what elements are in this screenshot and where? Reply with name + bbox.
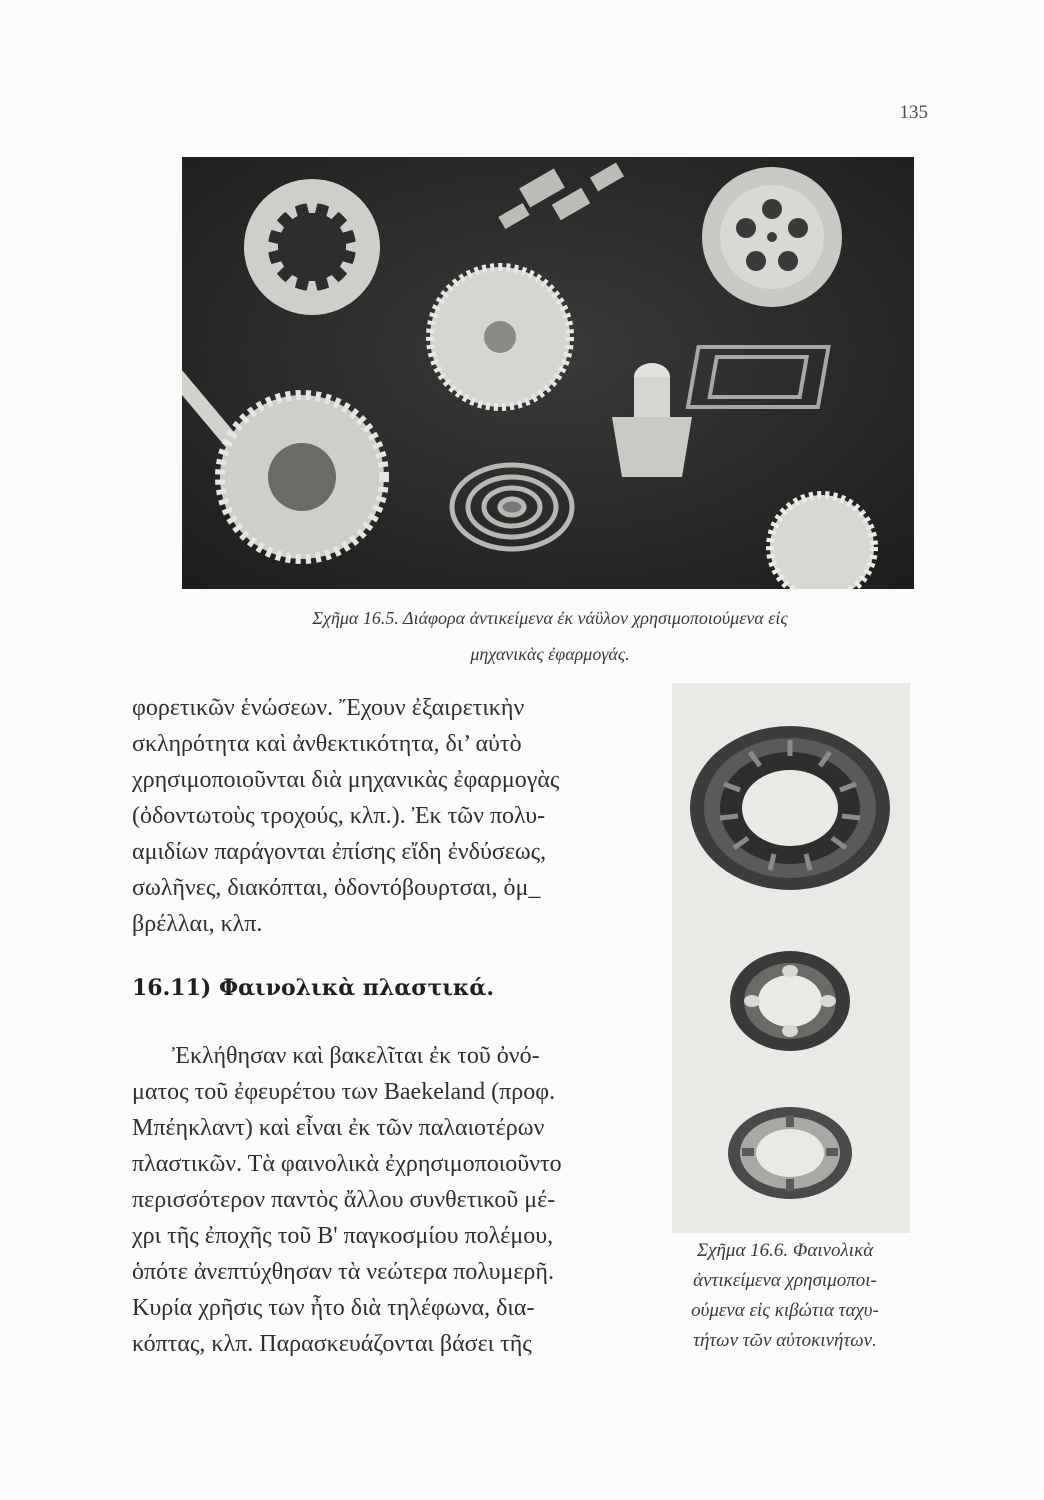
- page-number: 135: [899, 102, 928, 123]
- paragraph-nylon-uses: [132, 690, 642, 942]
- text-line: χρησιμοποιοῦνται διὰ μηχανικὰς ἐφαρμογὰς: [132, 767, 560, 793]
- caption-line: Σχῆμα 16.6. Φαινολικὰ: [696, 1240, 874, 1261]
- text-line: χρι τῆς ἐποχῆς τοῦ Β' παγκοσμίου πολέμου,: [132, 1223, 554, 1249]
- text-line: αμιδίων παράγονται ἐπίσης εἴδη ἐνδύσεως,: [132, 839, 547, 865]
- caption-line: ούμενα εἰς κιβώτια ταχυ-: [691, 1300, 879, 1321]
- text-line: σωλῆνες, διακόπται, ὀδοντόβουρτσαι, ὀμ_: [132, 875, 541, 901]
- text-line: φορετικῶν ἑνώσεων. Ἔχουν ἐξαιρετικὴν: [132, 695, 525, 721]
- medium-bearing-cage: [730, 951, 850, 1051]
- text-line: ὁπότε ἀνεπτύχθησαν τὰ νεώτερα πολυμερῆ.: [132, 1259, 554, 1285]
- small-bearing-cage: [728, 1107, 852, 1199]
- phenolic-parts-photo: [672, 683, 910, 1233]
- large-bearing-cage: [690, 726, 890, 890]
- text-line: (ὀδοντωτοὺς τροχούς, κλπ.). Ἐκ τῶν πολυ-: [132, 803, 546, 829]
- text-line: ματος τοῦ ἐφευρέτου των Baekeland (προφ.: [132, 1079, 556, 1105]
- text-line: περισσότερον παντὸς ἄλλου συνθετικοῦ μέ-: [132, 1187, 556, 1213]
- spur-gear-center: [430, 267, 570, 407]
- concentric-ring-part: [452, 465, 572, 549]
- paragraph-phenolics: [132, 1038, 642, 1362]
- phenolic-parts-illustration: [672, 683, 910, 1233]
- text-line: Κυρία χρῆσις των ἦτο διὰ τηλέφωνα, δια-: [132, 1295, 535, 1321]
- caption-line: Σχῆμα 16.5. Διάφορα ἀντικείμενα ἐκ νάϋλον χρησιμοποιούμενα εἰς: [312, 608, 788, 628]
- internal-gear-ring: [244, 179, 380, 315]
- text-line: σκληρότητα καὶ ἀνθεκτικότητα, δι’ αὐτὸ: [132, 731, 522, 757]
- text-line: πλαστικῶν. Τὰ φαινολικὰ ἐχρησιμοποιοῦντο: [132, 1151, 562, 1177]
- caption-line: τήτων τῶν αὐτοκινήτων.: [693, 1330, 877, 1351]
- section-heading: 16.11) Φαινολικὰ πλαστικά.: [132, 975, 494, 1001]
- figure-caption-16-5: [190, 600, 910, 672]
- figure-caption-16-6: [650, 1236, 920, 1356]
- text-line: βρέλλαι, κλπ.: [132, 911, 263, 937]
- nylon-parts-photo: [182, 157, 914, 589]
- nylon-parts-illustration: [182, 157, 914, 589]
- text-line: Ἐκλήθησαν καὶ βακελῖται ἐκ τοῦ ὀνό-: [172, 1043, 540, 1069]
- text-line: Μπέηκλαντ) καὶ εἶναι ἐκ τῶν παλαιοτέρων: [132, 1115, 545, 1141]
- perforated-wheel: [702, 167, 842, 307]
- caption-line: μηχανικὰς ἐφαρμογάς.: [470, 644, 630, 664]
- caption-line: ἀντικείμενα χρησιμοποι-: [693, 1270, 877, 1291]
- text-line: κόπτας, κλπ. Παρασκευάζονται βάσει τῆς: [132, 1331, 532, 1357]
